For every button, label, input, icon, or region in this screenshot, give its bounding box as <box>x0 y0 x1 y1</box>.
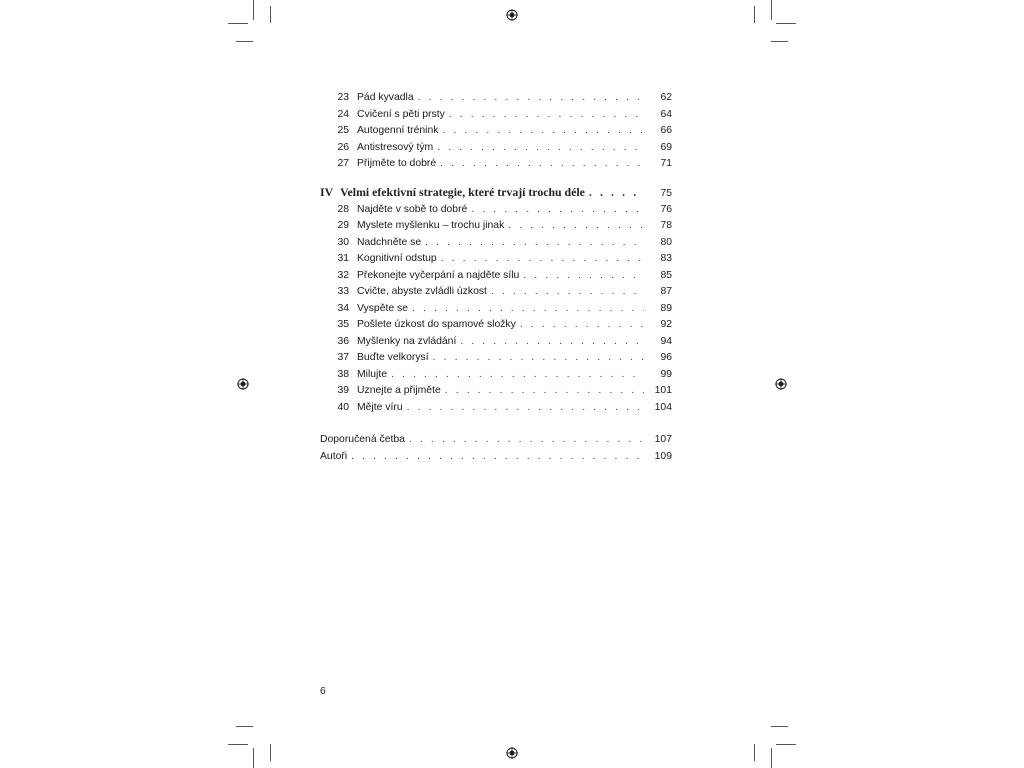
toc-entry <box>320 449 672 466</box>
crop-mark <box>236 726 253 727</box>
page-number: 96 <box>660 352 672 363</box>
dot-leader <box>520 317 644 334</box>
toc-entry <box>320 367 672 384</box>
page-number: 85 <box>660 269 672 281</box>
dot-leader <box>589 182 644 202</box>
toc-entry <box>320 284 672 301</box>
chapter-title: Nadchněte se <box>357 236 422 248</box>
page-number: 75 <box>660 187 672 199</box>
chapter-title: Mějte víru <box>357 401 403 413</box>
crop-mark <box>776 23 796 24</box>
toc-entry <box>320 350 672 367</box>
toc-entry <box>320 334 672 351</box>
crop-mark <box>253 748 254 768</box>
page-number: 76 <box>660 203 672 215</box>
appendix-title: Doporučená četba <box>320 434 405 445</box>
registration-target-icon <box>237 378 249 390</box>
page-number: 107 <box>654 434 672 445</box>
chapter-title: Pád kyvadla <box>357 92 414 103</box>
toc-part-heading <box>320 182 672 202</box>
page-number: 87 <box>660 286 672 297</box>
toc-entry <box>320 301 672 318</box>
page-number: 71 <box>660 158 672 169</box>
crop-mark <box>228 23 248 24</box>
dot-leader <box>412 301 644 318</box>
chapter-title: Kognitivní odstup <box>357 253 437 264</box>
page-number: 80 <box>660 236 672 248</box>
chapter-number: 39 <box>337 385 349 396</box>
chapter-title: Buďte velkorysí <box>357 352 429 363</box>
toc-entry <box>320 140 672 157</box>
registration-target-icon <box>506 9 518 21</box>
chapter-number: 30 <box>337 236 349 248</box>
chapter-number: 35 <box>337 319 349 330</box>
chapter-title: Cvičte, abyste zvládli úzkost <box>357 286 487 297</box>
chapter-number: 40 <box>337 401 349 413</box>
chapter-title: Myslete myšlenku – trochu jinak <box>357 220 505 231</box>
crop-mark <box>771 726 788 727</box>
part-number: IV <box>320 184 334 199</box>
toc-entry <box>320 90 672 107</box>
chapter-title: Autogenní trénink <box>357 125 439 136</box>
toc-entry <box>320 268 672 285</box>
chapter-number: 23 <box>337 92 349 103</box>
dot-leader <box>351 449 644 466</box>
toc-entry <box>320 317 672 334</box>
toc-entry <box>320 235 672 252</box>
page-number: 66 <box>660 125 672 136</box>
crop-mark <box>754 6 755 23</box>
part-title: Velmi efektivní strategie, které trvají trochu déle <box>340 184 585 199</box>
dot-leader <box>441 251 644 268</box>
page-number: 62 <box>660 92 672 103</box>
crop-mark <box>754 744 755 761</box>
toc-entry <box>320 156 672 173</box>
chapter-number: 28 <box>337 203 349 215</box>
page-number: 101 <box>654 385 672 396</box>
chapter-title: Přijměte to dobré <box>357 158 437 169</box>
page-folio: 6 <box>320 686 326 697</box>
crop-mark <box>236 41 253 42</box>
dot-leader <box>407 400 644 417</box>
chapter-number: 34 <box>337 302 349 314</box>
dot-leader <box>391 367 644 384</box>
dot-leader <box>442 123 644 140</box>
chapter-number: 37 <box>337 352 349 363</box>
chapter-number: 31 <box>337 253 349 264</box>
toc-entry <box>320 107 672 124</box>
toc-entry <box>320 218 672 235</box>
toc-entry <box>320 123 672 140</box>
dot-leader <box>440 156 644 173</box>
dot-leader <box>433 350 644 367</box>
chapter-number: 29 <box>337 220 349 231</box>
dot-leader <box>523 268 644 285</box>
table-of-contents <box>320 90 672 465</box>
chapter-number: 32 <box>337 269 349 281</box>
chapter-title: Najděte v sobě to dobré <box>357 203 468 215</box>
chapter-number: 26 <box>337 141 349 153</box>
crop-mark <box>771 0 772 20</box>
dot-leader <box>491 284 644 301</box>
page-number: 99 <box>660 368 672 380</box>
crop-mark <box>771 748 772 768</box>
chapter-title: Myšlenky na zvládání <box>357 335 457 347</box>
chapter-number: 36 <box>337 335 349 347</box>
dot-leader <box>445 383 644 400</box>
dot-leader <box>449 107 644 124</box>
chapter-title: Uznejte a přijměte <box>357 385 441 396</box>
chapter-title: Antistresový tým <box>357 141 434 153</box>
chapter-title: Pošlete úzkost do spamové složky <box>357 319 516 330</box>
page-number: 89 <box>660 302 672 314</box>
page-number: 83 <box>660 253 672 264</box>
registration-target-icon <box>775 378 787 390</box>
page-number: 109 <box>654 450 672 462</box>
dot-leader <box>425 235 644 252</box>
page-number: 78 <box>660 220 672 231</box>
crop-mark <box>228 744 248 745</box>
chapter-title: Cvičení s pěti prsty <box>357 108 445 120</box>
appendix-title: Autoři <box>320 450 348 462</box>
dot-leader <box>418 90 644 107</box>
toc-appendix <box>320 432 672 465</box>
toc-entry <box>320 383 672 400</box>
chapter-title: Milujte <box>357 368 388 380</box>
dot-leader <box>409 432 644 449</box>
crop-mark <box>270 6 271 23</box>
dot-leader <box>460 334 644 351</box>
crop-mark <box>771 41 788 42</box>
crop-mark <box>270 744 271 761</box>
page-number: 92 <box>660 319 672 330</box>
page-number: 104 <box>654 401 672 413</box>
toc-entry <box>320 202 672 219</box>
toc-entry <box>320 251 672 268</box>
dot-leader <box>437 140 644 157</box>
crop-mark <box>776 744 796 745</box>
page-number: 64 <box>660 108 672 120</box>
crop-mark <box>253 0 254 20</box>
toc-entry <box>320 432 672 449</box>
chapter-number: 25 <box>337 125 349 136</box>
page-number: 69 <box>660 141 672 153</box>
dot-leader <box>508 218 644 235</box>
chapter-number: 24 <box>337 108 349 120</box>
dot-leader <box>471 202 644 219</box>
page-number: 94 <box>660 335 672 347</box>
chapter-number: 33 <box>337 286 349 297</box>
chapter-title: Vyspěte se <box>357 302 409 314</box>
chapter-number: 38 <box>337 368 349 380</box>
toc-entry <box>320 400 672 417</box>
chapter-title: Překonejte vyčerpání a najděte sílu <box>357 269 520 281</box>
chapter-number: 27 <box>337 158 349 169</box>
registration-target-icon <box>506 747 518 759</box>
